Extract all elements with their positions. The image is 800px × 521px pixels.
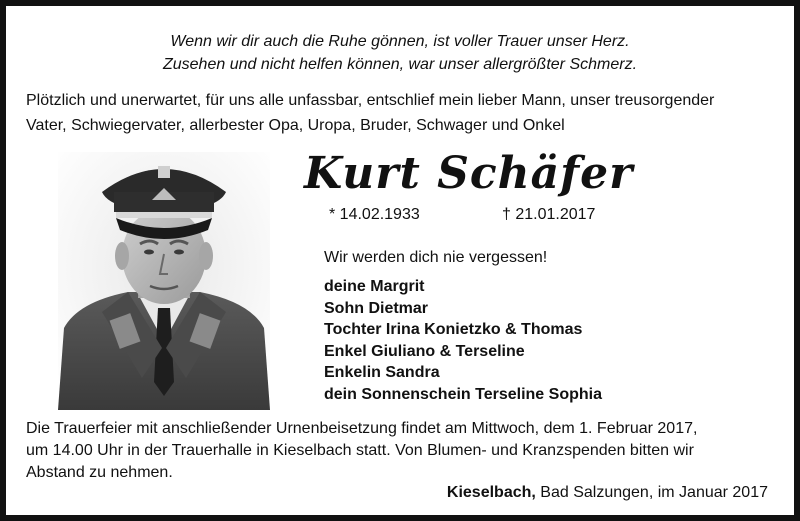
mourners-list xyxy=(324,276,602,405)
death-date: † 21.01.2017 xyxy=(502,206,596,223)
mourner-item: Enkel Giuliano & Terseline xyxy=(324,342,525,360)
portrait-illustration xyxy=(58,152,270,410)
place-and-date xyxy=(447,482,768,504)
funeral-info-line: Abstand zu nehmen. xyxy=(26,464,173,481)
funeral-info-line: um 14.00 Uhr in der Trauerhalle in Kieselbach statt. Von Blumen- und Kranzspenden bitten wir xyxy=(26,442,694,459)
birth-date: * 14.02.1933 xyxy=(329,206,420,223)
quote-line: Zusehen und nicht helfen können, war unser allergrößter Schmerz. xyxy=(162,56,638,73)
quote-line: Wenn wir dir auch die Ruhe gönnen, ist voller Trauer unser Herz. xyxy=(170,33,630,50)
place-date-rest: Bad Salzungen, im Januar 2017 xyxy=(535,484,768,501)
portrait-photo xyxy=(58,152,270,410)
mourner-item: Enkelin Sandra xyxy=(324,364,440,381)
memorial-quote xyxy=(6,30,794,76)
intro-line: Plötzlich und unerwartet, für uns alle unfassbar, entschlief mein lieber Mann, unser treusorgender xyxy=(26,92,715,109)
funeral-info xyxy=(26,418,786,484)
deceased-name: Kurt Schäfer xyxy=(304,148,634,199)
place-name: Kieselbach, xyxy=(446,484,536,501)
memorial-motto: Wir werden dich nie vergessen! xyxy=(324,249,548,266)
intro-line: Vater, Schwiegervater, allerbester Opa, Uropa, Bruder, Schwager und Onkel xyxy=(26,117,565,134)
mourner-item: dein Sonnenschein Terseline Sophia xyxy=(324,385,602,403)
funeral-info-line: Die Trauerfeier mit anschließender Urnenbeisetzung findet am Mittwoch, dem 1. Februar 2017, xyxy=(26,420,698,437)
mourner-item: Tochter Irina Konietzko & Thomas xyxy=(324,321,583,338)
mourner-item: Sohn Dietmar xyxy=(324,299,429,317)
mourner-item: deine Margrit xyxy=(324,278,425,295)
intro-text xyxy=(26,88,786,138)
